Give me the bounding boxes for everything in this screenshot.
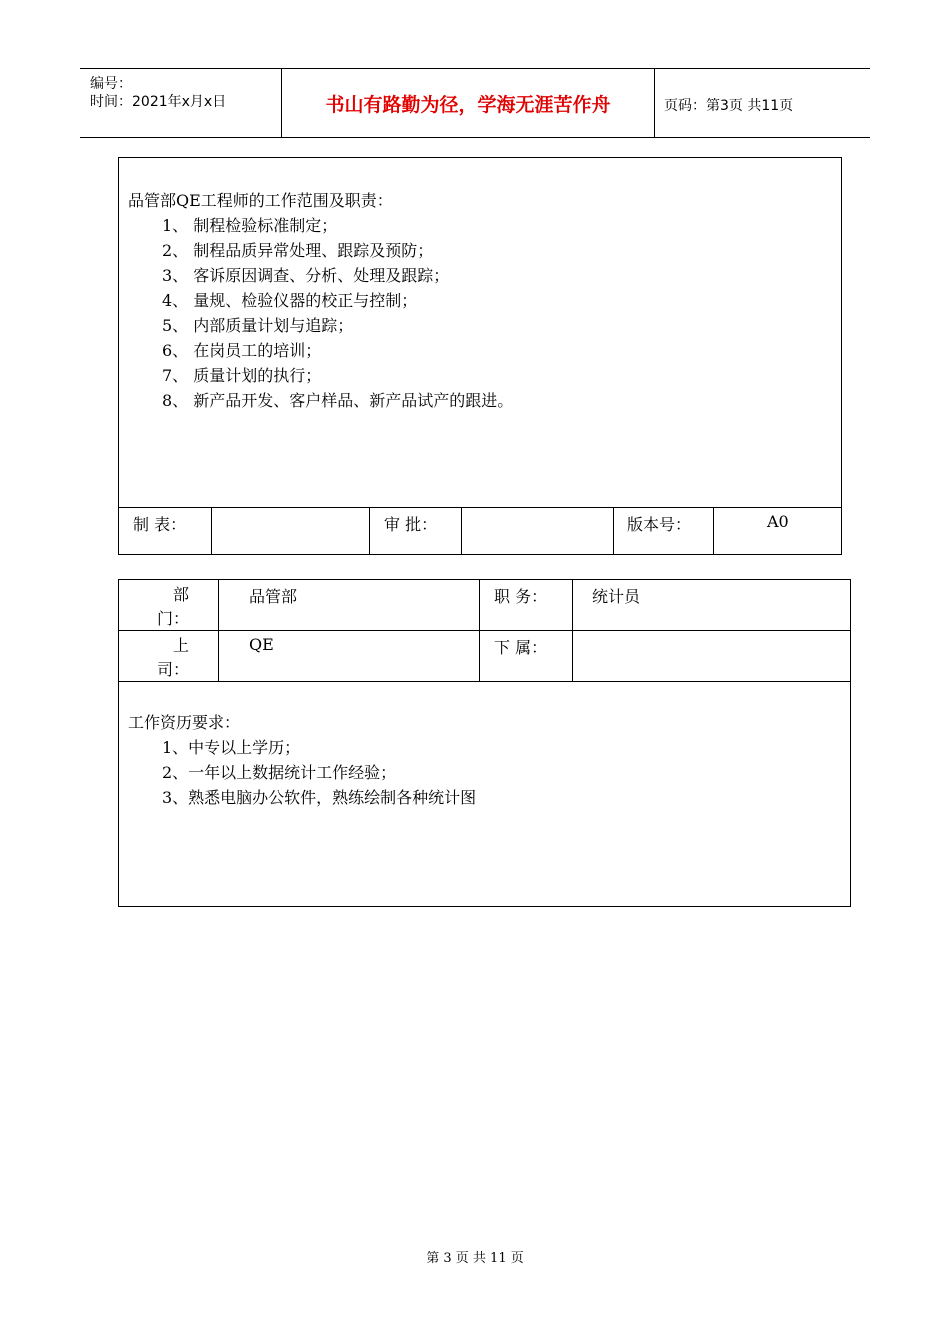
list-item: 2、 制程品质异常处理、跟踪及预防；: [162, 241, 434, 260]
position-label: 职 务：: [494, 587, 548, 606]
table-row: [119, 580, 850, 630]
list-item: 7、 质量计划的执行；: [162, 366, 322, 385]
qualification-section: [119, 681, 850, 907]
list-item: 1、中专以上学历；: [162, 738, 301, 757]
boss-value: QE: [249, 635, 274, 654]
subordinate-value-cell: [572, 631, 850, 681]
version-label-cell: [613, 508, 714, 555]
signature-row: [119, 507, 841, 555]
approve-label-cell: [369, 508, 462, 555]
list-item: 3、熟悉电脑办公软件，熟练绘制各种统计图: [162, 788, 477, 807]
approve-value-cell: [461, 508, 614, 555]
responsibilities-title: 品管部QE工程师的工作范围及职责：: [128, 191, 393, 210]
list-item: 8、 新产品开发、客户样品、新产品试产的跟进。: [162, 391, 514, 410]
page-header: [80, 68, 870, 138]
boss-label: [149, 634, 189, 682]
list-item: 1、 制程检验标准制定；: [162, 216, 338, 235]
position-label-cell: [479, 580, 573, 630]
subordinate-label: 下 属：: [494, 638, 548, 657]
version-value-cell: [713, 508, 841, 555]
table-row: [119, 630, 850, 681]
list-item: 5、 内部质量计划与追踪；: [162, 316, 354, 335]
position-value: 统计员: [592, 587, 641, 606]
subordinate-label-cell: [479, 631, 573, 681]
header-motto: 书山有路勤为径，学海无涯苦作舟: [281, 69, 655, 137]
qualification-title: 工作资历要求：: [128, 713, 241, 732]
dept-label-cell: [119, 580, 218, 630]
version-value: A0: [767, 512, 789, 531]
header-page-number: 页码：第3页 共11页: [664, 98, 794, 114]
list-item: 2、一年以上数据统计工作经验；: [162, 763, 397, 782]
list-item: 6、 在岗员工的培训；: [162, 341, 322, 360]
position-value-cell: [572, 580, 850, 630]
list-item: 4、 量规、检验仪器的校正与控制；: [162, 291, 418, 310]
boss-label-line2: 司：: [156, 660, 189, 679]
boss-value-cell: [218, 631, 480, 681]
dept-value-cell: [218, 580, 480, 630]
responsibilities-table: [118, 157, 842, 555]
approve-label: 审 批：: [384, 515, 438, 534]
dept-label-line2: 门：: [156, 609, 189, 628]
serial-label: 编号：: [90, 76, 132, 92]
position-table: [118, 579, 851, 907]
list-item: 3、 客诉原因调查、分析、处理及跟踪；: [162, 266, 450, 285]
boss-label-line1: 上: [172, 636, 189, 655]
made-by-label: 制 表：: [133, 515, 187, 534]
boss-label-cell: [119, 631, 218, 681]
responsibilities-body: [119, 158, 841, 507]
header-meta: [80, 69, 280, 137]
dept-label-line1: 部: [172, 585, 189, 604]
made-by-label-cell: [119, 508, 211, 555]
dept-label: [149, 583, 189, 631]
page-footer: 第 3 页 共 11 页: [426, 1251, 524, 1266]
dept-value: 品管部: [249, 587, 298, 606]
made-by-value-cell: [211, 508, 370, 555]
date-label: 时间：2021年x月x日: [90, 94, 227, 110]
version-label: 版本号：: [627, 515, 692, 534]
